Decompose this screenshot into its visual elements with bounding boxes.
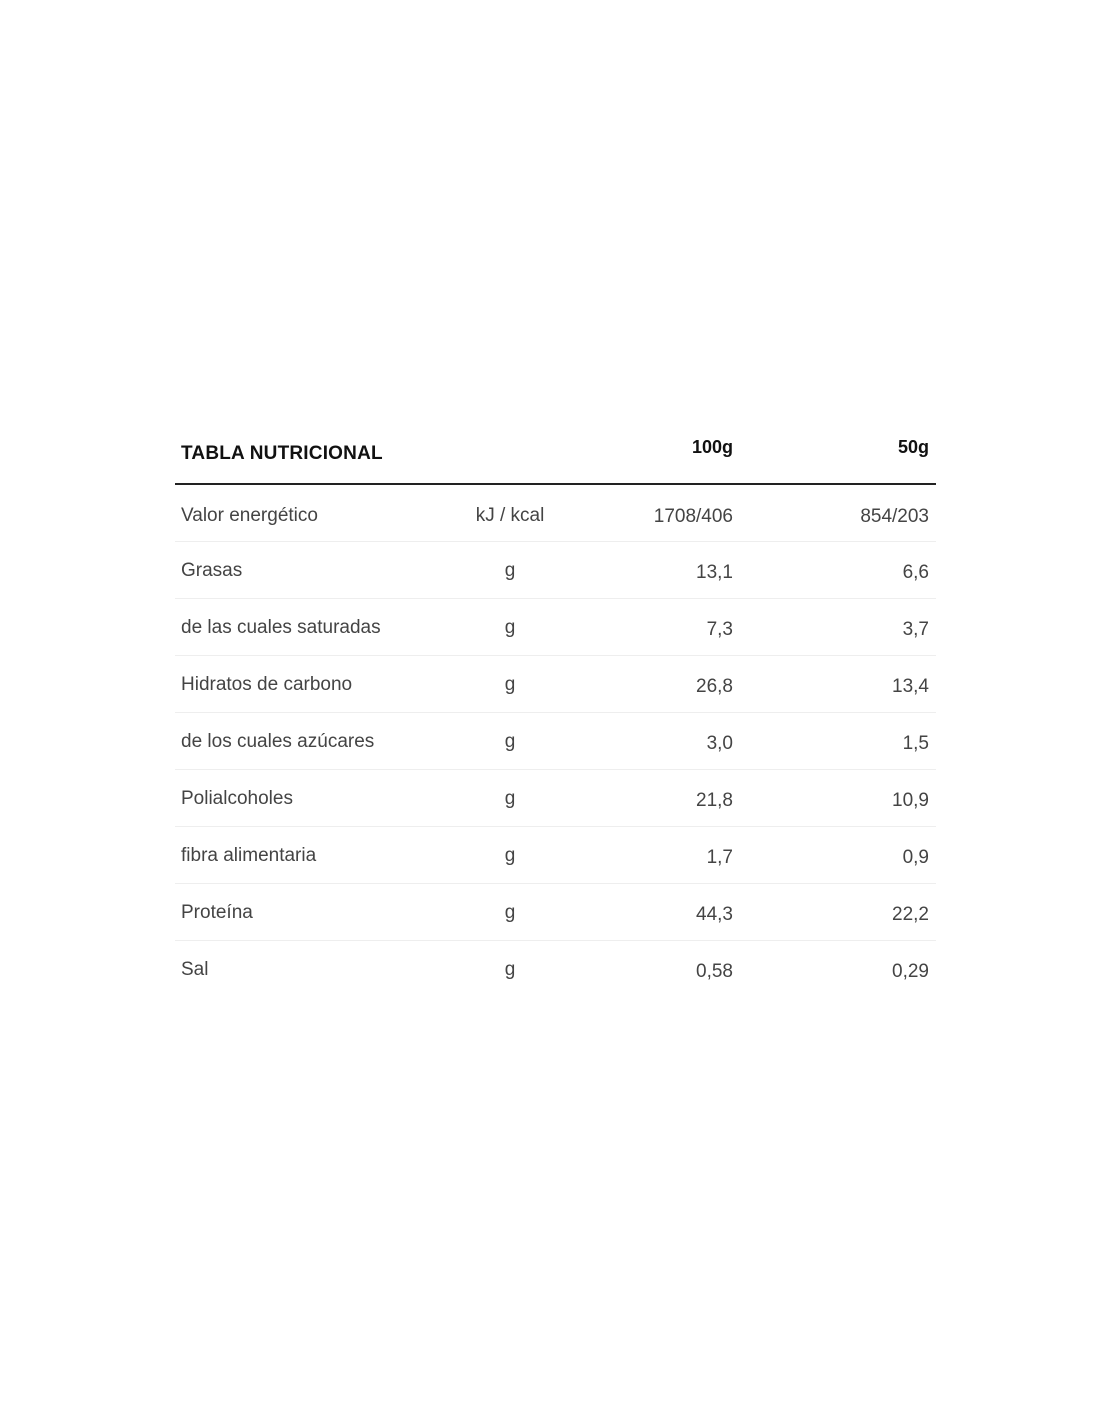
nutrient-name: de los cuales azúcares (181, 731, 375, 752)
nutrient-unit: g (504, 617, 516, 638)
nutrient-name: Valor energético (181, 505, 318, 526)
nutrient-name: Proteína (181, 902, 253, 923)
nutrient-name: Sal (181, 959, 209, 980)
value-per-50g: 0,9 (902, 847, 929, 868)
value-per-50g: 22,2 (892, 904, 929, 925)
value-per-100g: 7,3 (706, 619, 733, 640)
value-per-50g: 0,29 (892, 961, 929, 982)
table-row (175, 656, 936, 713)
value-per-50g: 6,6 (902, 562, 929, 583)
table-row (175, 713, 936, 770)
value-per-100g: 0,58 (696, 961, 733, 982)
nutrient-unit: g (504, 902, 516, 923)
nutrient-unit: g (504, 560, 516, 581)
nutrient-name: fibra alimentaria (181, 845, 317, 866)
value-per-50g: 3,7 (902, 619, 929, 640)
nutrient-name: de las cuales saturadas (181, 617, 381, 638)
nutrient-unit: g (504, 959, 516, 980)
table-row (175, 485, 936, 542)
nutrition-table (175, 425, 936, 997)
table-row (175, 884, 936, 941)
value-per-50g: 13,4 (892, 676, 929, 697)
nutrient-unit: g (504, 731, 516, 752)
table-row (175, 827, 936, 884)
value-per-100g: 26,8 (696, 676, 733, 697)
value-per-100g: 3,0 (706, 733, 733, 754)
nutrient-unit: g (504, 788, 516, 809)
table-row (175, 542, 936, 599)
table-row (175, 599, 936, 656)
nutrient-unit: g (504, 845, 516, 866)
value-per-100g: 1,7 (706, 847, 733, 868)
value-per-50g: 854/203 (860, 506, 929, 527)
table-row (175, 941, 936, 997)
value-per-50g: 10,9 (892, 790, 929, 811)
nutrient-name: Grasas (181, 560, 243, 581)
column-header-50g: 50g (897, 437, 929, 457)
table-header (175, 425, 936, 485)
nutrient-unit: g (504, 674, 516, 695)
table-row (175, 770, 936, 827)
value-per-100g: 13,1 (696, 562, 733, 583)
value-per-100g: 1708/406 (653, 506, 733, 527)
value-per-100g: 21,8 (696, 790, 733, 811)
value-per-50g: 1,5 (902, 733, 929, 754)
table-title: TABLA NUTRICIONAL (181, 443, 383, 464)
value-per-100g: 44,3 (696, 904, 733, 925)
nutrient-name: Hidratos de carbono (181, 674, 353, 695)
nutrient-name: Polialcoholes (181, 788, 293, 809)
column-header-100g: 100g (691, 437, 733, 457)
nutrient-unit: kJ / kcal (475, 505, 545, 526)
